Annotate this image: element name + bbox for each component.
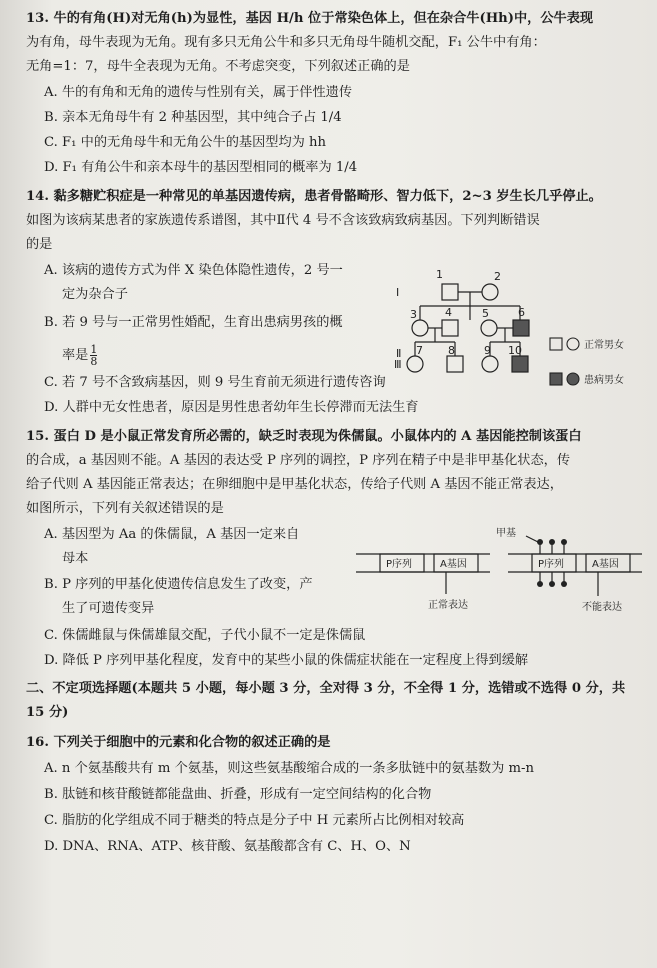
q13-stem-line2: 为有角，母牛表现为无角。现有多只无角公牛和多只无角母牛随机交配，F₁ 公牛中有角： <box>26 35 546 50</box>
q15-option-d: D. 降低 P 序列甲基化程度，发育中的某些小鼠的侏儒症状能在一定程度上得到缓解 <box>44 653 529 668</box>
q13-option-d: D. F₁ 有角公牛和亲本母牛的基因型相同的概率为 1/4 <box>44 160 358 175</box>
pedigree-individual-6 <box>513 320 529 336</box>
pedigree-individual-4 <box>442 320 458 336</box>
section2-heading-line2: 15 分) <box>26 705 69 720</box>
pedigree-individual-7 <box>407 356 423 372</box>
pedigree-individual-10 <box>512 356 528 372</box>
num-5: 5 <box>482 307 489 320</box>
q13-option-b: B. 亲本无角母牛有 2 种基因型，其中纯合子占 1/4 <box>44 110 342 125</box>
methyl-dot <box>537 539 543 545</box>
q15-option-a-line1: A. 基因型为 Aa 的侏儒鼠，A 基因一定来自 <box>44 527 300 542</box>
q14-option-b-prefix: 率是 <box>62 348 89 363</box>
q14-option-c: C. 若 7 号不含致病基因，则 9 号生育前无须进行遗传咨询 <box>44 375 386 390</box>
q14-option-b-fraction <box>90 344 97 367</box>
legend-normal-female <box>567 338 579 350</box>
q15-option-b-line1: B. P 序列的甲基化使遗传信息发生了改变，产 <box>44 577 313 592</box>
q15-option-c: C. 侏儒雌鼠与侏儒雄鼠交配，子代小鼠不一定是侏儒鼠 <box>44 628 366 643</box>
q15-stem-line4: 如图所示，下列有关叙述错误的是 <box>26 501 224 516</box>
methyl-label: 甲基 <box>496 528 516 539</box>
p-sequence-label-right: P序列 <box>538 559 565 570</box>
pedigree-individual-1 <box>442 284 458 300</box>
num-10: 10 <box>508 344 522 357</box>
q13-option-a: A. 牛的有角和无角的遗传与性别有关，属于伴性遗传 <box>44 85 353 100</box>
q14-option-a-line2: 定为杂合子 <box>62 287 128 302</box>
normal-expression-label: 正常表达 <box>428 600 468 611</box>
pedigree-individual-3 <box>412 320 428 336</box>
q15-option-b-line2: 生了可遗传变异 <box>62 601 155 616</box>
methyl-dot <box>537 581 543 587</box>
pedigree-individual-5 <box>481 320 497 336</box>
p-sequence-label-left: P序列 <box>386 559 413 570</box>
num-4: 4 <box>445 306 452 319</box>
q16-option-d: D. DNA、RNA、ATP、核苷酸、氨基酸都含有 C、H、O、N <box>44 839 411 854</box>
legend-affected-label: 患病男女 <box>584 375 624 386</box>
fraction-denominator: 8 <box>90 355 98 368</box>
num-3: 3 <box>410 308 417 321</box>
num-6: 6 <box>518 306 525 319</box>
num-9: 9 <box>484 344 491 357</box>
q15-stem-line1: 15. 蛋白 D 是小鼠正常发育所必需的，缺乏时表现为侏儒鼠。小鼠体内的 A 基因能控制该蛋白 <box>26 429 582 444</box>
methyl-dot <box>549 581 555 587</box>
q15-stem-line3: 给子代则 A 基因能正常表达；在卵细胞中是甲基化状态，传给子代则 A 基因不能正常表达， <box>26 477 563 492</box>
q13-option-c: C. F₁ 中的无角母牛和无角公牛的基因型均为 hh <box>44 135 326 150</box>
methyl-dot <box>549 539 555 545</box>
gen-label-1: Ⅰ <box>396 286 400 299</box>
fraction-numerator: 1 <box>90 343 98 356</box>
legend-affected-male <box>550 373 562 385</box>
pedigree-individual-9 <box>482 356 498 372</box>
gen-label-3: Ⅲ <box>394 358 402 371</box>
pedigree-individual-2 <box>482 284 498 300</box>
pedigree-chart <box>390 262 652 412</box>
legend-affected-female <box>567 373 579 385</box>
q14-option-d: D. 人群中无女性患者，原因是男性患者幼年生长停滞而无法生育 <box>44 400 419 415</box>
methyl-dot <box>561 539 567 545</box>
q16-option-a: A. n 个氨基酸共有 m 个氨基，则这些氨基酸缩合成的一条多肽链中的氨基数为 m-n <box>44 761 534 776</box>
a-gene-label-left: A基因 <box>440 559 467 570</box>
q16-option-c: C. 脂肪的化学组成不同于糖类的特点是分子中 H 元素所占比例相对较高 <box>44 813 465 828</box>
q15-stem-line2: 的合成，a 基因则不能。A 基因的表达受 P 序列的调控，P 序列在精子中是非甲基化状态，传 <box>26 453 571 468</box>
no-expression-label: 不能表达 <box>582 602 622 613</box>
methylation-diagram <box>350 524 650 616</box>
num-2: 2 <box>494 270 501 283</box>
q13-stem-line1: 13. 牛的有角(H)对无角(h)为显性，基因 H/h 位于常染色体上，但在杂合牛(Hh)中，公牛表现 <box>26 11 594 26</box>
q14-stem-line1: 14. 黏多糖贮积症是一种常见的单基因遗传病，患者骨骼畸形、智力低下，2~3 岁生长几乎停止。 <box>26 189 602 204</box>
q14-stem-line2: 如图为该病某患者的家族遗传系谱图，其中Ⅱ代 4 号不含该致病致病基因。下列判断错误 <box>26 213 540 228</box>
q16-stem: 16. 下列关于细胞中的元素和化合物的叙述正确的是 <box>26 735 331 750</box>
gen-label-2: Ⅱ <box>396 347 402 360</box>
pedigree-individual-8 <box>447 356 463 372</box>
methyl-dot <box>561 581 567 587</box>
q16-option-b: B. 肽链和核苷酸链都能盘曲、折叠，形成有一定空间结构的化合物 <box>44 787 432 802</box>
num-8: 8 <box>448 344 455 357</box>
q15-option-a-line2: 母本 <box>62 551 89 566</box>
q14-option-b-line1: B. 若 9 号与一正常男性婚配，生育出患病男孩的概 <box>44 315 343 330</box>
section2-heading-line1: 二、不定项选择题(本题共 5 小题，每小题 3 分，全对得 3 分，不全得 1 分，选错或不选得 0 分，共 <box>26 681 626 696</box>
num-7: 7 <box>416 344 423 357</box>
q14-stem-line3: 的是 <box>26 237 53 252</box>
q14-option-a-line1: A. 该病的遗传方式为伴 X 染色体隐性遗传，2 号一 <box>44 263 343 278</box>
legend-normal-male <box>550 338 562 350</box>
num-1: 1 <box>436 268 443 281</box>
a-gene-label-right: A基因 <box>592 559 619 570</box>
q13-stem-line3: 无角=1：7，母牛全表现为无角。不考虑突变，下列叙述正确的是 <box>26 59 410 74</box>
legend-normal-label: 正常男女 <box>584 340 624 351</box>
